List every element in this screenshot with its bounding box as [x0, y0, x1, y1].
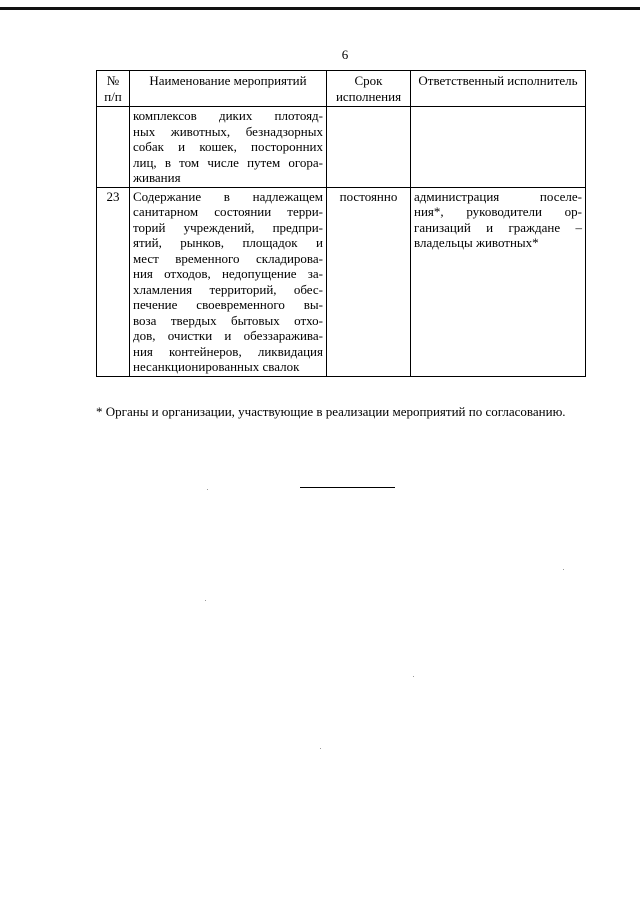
row-name [130, 187, 327, 376]
row-term [327, 107, 411, 188]
table-body [97, 107, 586, 377]
row-name [130, 107, 327, 188]
header-responsible: Ответственный исполнитель [411, 71, 586, 107]
row-name-line: живания [133, 170, 181, 185]
row-responsible [411, 187, 586, 376]
row-name-line: ния отходов, недопущение за- [133, 266, 323, 281]
row-responsible [411, 107, 586, 188]
row-name-line: комплексов диких плотояд- [133, 108, 323, 123]
row-name-line: ных животных, безнадзорных [133, 123, 323, 139]
row-name-line: ятий, рынков, площадок и [133, 235, 323, 250]
row-name-line: дов, очистки и обеззаражива- [133, 328, 323, 343]
header-num: № п/п [97, 71, 130, 107]
measures-table [96, 70, 586, 377]
row-num [97, 107, 130, 188]
scan-speck [563, 569, 564, 570]
table-row [97, 107, 586, 188]
row-name-line: воза твердых бытовых отхо- [133, 312, 323, 328]
row-name-line: торий учреждений, предпри- [133, 219, 323, 235]
row-name-line: ния контейнеров, ликвидация [133, 343, 323, 359]
row-name-line: санитарном состоянии терри- [133, 204, 323, 219]
row-name-line: лиц, в том числе путем огора- [133, 154, 323, 170]
row-name-line: печение своевременного вы- [133, 297, 323, 312]
header-name: Наименование мероприятий [130, 71, 327, 107]
row-name-line: несанкционированных свалок [133, 359, 300, 374]
row-num: 23 [97, 187, 130, 376]
row-responsible-line: владельцы животных* [414, 235, 539, 250]
end-of-document-rule [300, 487, 395, 488]
scan-speck [205, 600, 206, 601]
footnote: * Органы и организации, участвующие в реализации мероприятий по согласованию. [96, 404, 566, 419]
row-responsible-line: ганизаций и граждане – [414, 219, 582, 235]
row-name-line: мест временного складирова- [133, 250, 323, 266]
top-border-rule [0, 7, 640, 10]
header-term: Срок исполнения [327, 71, 411, 107]
table-header-row [97, 71, 586, 107]
scan-speck [320, 748, 321, 749]
row-responsible-line: ния*, руководители ор- [414, 204, 582, 219]
scan-speck [207, 489, 208, 490]
row-term: постоянно [327, 187, 411, 376]
page-number: 6 [341, 47, 349, 62]
row-name-line: собак и кошек, посторонних [133, 139, 323, 154]
table-row [97, 187, 586, 376]
row-name-line: Содержание в надлежащем [133, 188, 323, 204]
row-responsible-line: администрация поселе- [414, 188, 582, 204]
row-name-line: хламления территорий, обес- [133, 281, 323, 297]
scan-speck [413, 676, 414, 677]
